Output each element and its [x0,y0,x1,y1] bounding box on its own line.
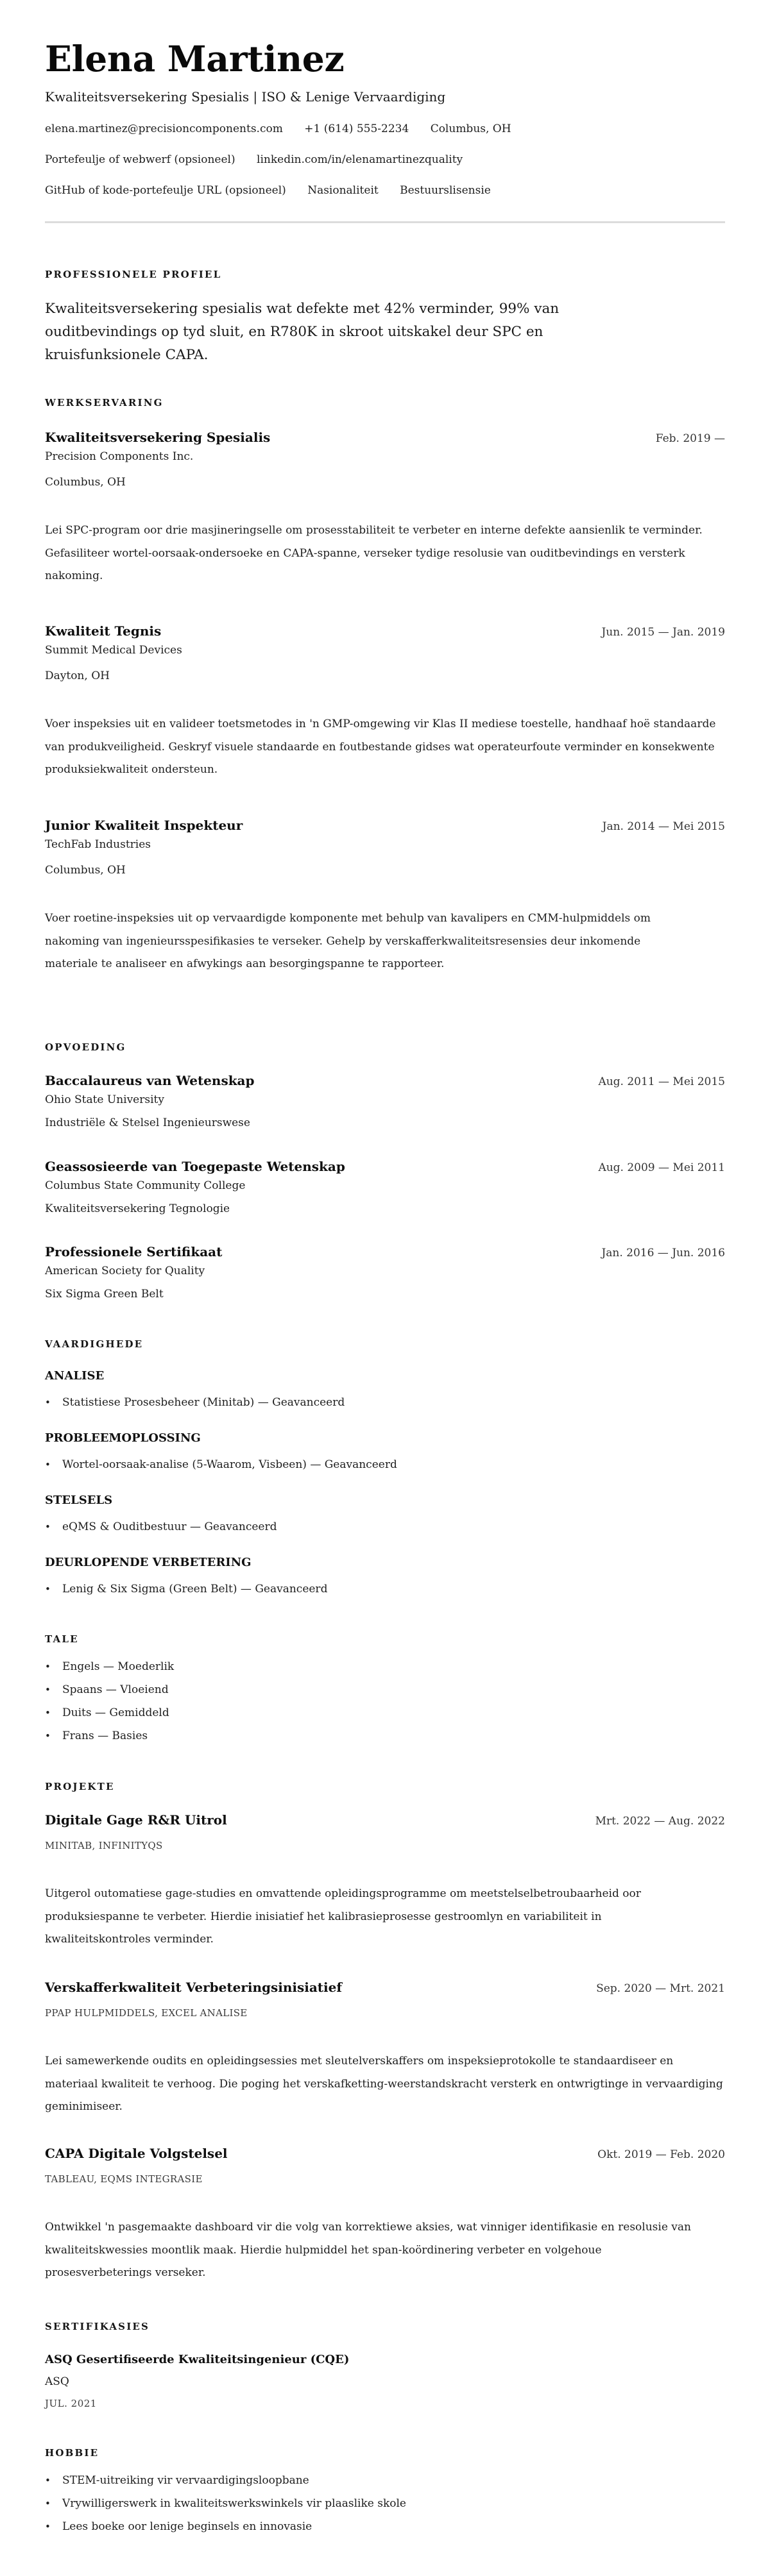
project-item [45,1811,725,1951]
skill-list [45,1519,725,1535]
skill-category: ANALISE [45,1369,105,1383]
project-tech: TABLEAU, EQMS INTEGRASIE [45,2173,203,2185]
language-item: • Duits — Gemiddeld [45,1705,725,1721]
project-date: Sep. 2020 — Mrt. 2021 [596,1982,725,1995]
job-company: TechFab Industries [45,838,151,851]
skill-category: STELSELS [45,1494,113,1507]
section-label-experience: WERKSERVARING [45,397,164,408]
certification-issuer: ASQ [45,2375,69,2388]
contact-row-2 [45,152,725,167]
job-location: Columbus, OH [45,476,126,489]
education-item [45,1158,725,1216]
job-company: Precision Components Inc. [45,450,194,463]
project-title: Verskafferkwaliteit Verbeteringsinisiatief [45,1980,342,1995]
contact-row-1 [45,121,725,137]
hobby-list [45,2473,725,2534]
language-item: • Engels — Moederlik [45,1659,725,1674]
degree-title: Professionele Sertifikaat [45,1244,223,1259]
contact-phone[interactable]: +1 (614) 555-2234 [304,122,409,135]
job-title: Junior Kwaliteit Inspekteur [45,818,243,833]
section-label-projects: PROJEKTE [45,1781,115,1792]
summary-section [45,268,725,367]
section-label-hobbies: HOBBIE [45,2447,99,2459]
education-date: Aug. 2009 — Mei 2011 [598,1161,725,1174]
job-location: Columbus, OH [45,864,126,877]
certification-title: ASQ Gesertifiseerde Kwaliteitsingenieur (CQE) [45,2353,350,2366]
job-date: Jan. 2014 — Mei 2015 [602,820,725,833]
field-of-study: Six Sigma Green Belt [45,1288,164,1301]
contact-email[interactable]: elena.martinez@precisioncomponents.com [45,122,283,135]
project-description: Uitgerol outomatiese gage-studies en omvattende opleidingsprogramme om meetstelselbetroubaarheid oor produksiespanne te verbeter. Hierdie inisiatief het kalibrasieprosesse gestroomlyn en variabiliteit in kwaliteitskontroles verminder. [45,1887,641,1946]
language-item: • Spaans — Vloeiend [45,1682,725,1697]
contact-github[interactable]: GitHub of kode-portefeulje URL (opsioneel) [45,184,286,197]
job-title: Kwaliteit Tegnis [45,623,162,639]
project-date: Mrt. 2022 — Aug. 2022 [595,1815,725,1828]
language-item: • Frans — Basies [45,1728,725,1744]
hobby-item: • Lees boeke oor lenige beginsels en innovasie [45,2519,725,2534]
project-date: Okt. 2019 — Feb. 2020 [597,2148,725,2161]
project-item [45,1978,725,2119]
project-title: CAPA Digitale Volgstelsel [45,2146,228,2161]
degree-title: Baccalaureus van Wetenskap [45,1073,255,1088]
summary-text: Kwaliteitsversekering spesialis wat defekte met 42% verminder, 99% van ouditbevindings op tyd sluit, en R780K in skroot uitskakel deur SPC en kruisfunksionele CAPA. [45,301,560,363]
contact-location: Columbus, OH [430,122,511,135]
skill-list [45,1581,725,1597]
experience-item [45,816,725,976]
candidate-name: Elena Martinez [45,38,345,80]
job-date: Jun. 2015 — Jan. 2019 [601,626,725,639]
degree-title: Geassosieerde van Toegepaste Wetenskap [45,1159,345,1174]
section-label-summary: PROFESSIONELE PROFIEL [45,269,222,280]
experience-item [45,622,725,782]
certification-item [45,2352,725,2410]
job-description: Voer roetine-inspeksies uit op vervaardigde komponente met behulp van kavalipers en CMM-hulpmiddels om nakoming van ingenieursspesifikasies te verseker. Gehelp by verskafferkwaliteitsresensies deur inkomende materiale te analiseer en afwykings aan besorgingspanne te rapporteer. [45,912,651,970]
section-label-skills: VAARDIGHEDE [45,1338,144,1350]
skill-item: • Statistiese Prosesbeheer (Minitab) — Geavanceerd [45,1395,725,1410]
project-item [45,2144,725,2285]
job-description: Lei SPC-program oor drie masjineringselle om prosesstabiliteit te verbeter en interne defekte aansienlik te verminder. Gefasiliteer wortel-oorsaak-ondersoeke en CAPA-spanne, verseker tydige resolusie van ouditbevindings en versterk nakoming. [45,524,703,582]
contact-portfolio[interactable]: Portefeulje of webwerf (opsioneel) [45,153,235,166]
contact-drivers-license: Bestuurslisensie [400,184,491,197]
section-label-certifications: SERTIFIKASIES [45,2321,150,2332]
certification-date: JUL. 2021 [45,2398,97,2409]
hobby-item: • Vrywilligerswerk in kwaliteitswerkswinkels vir plaaslike skole [45,2496,725,2511]
job-company: Summit Medical Devices [45,644,182,657]
education-item [45,1072,725,1131]
job-location: Dayton, OH [45,669,110,682]
job-date: Feb. 2019 — [655,432,725,445]
project-description: Lei samewerkende oudits en opleidingsessies met sleutelverskaffers om inspeksieprotokolle te standaardiseer en materiaal kwaliteit te verhoog. Die poging het verskafketting-weerstandskracht versterk en ontwrigtinge in vervaardiging geminimiseer. [45,2055,723,2113]
education-date: Aug. 2011 — Mei 2015 [598,1075,725,1088]
skill-category: DEURLOPENDE VERBETERING [45,1556,252,1569]
project-tech: MINITAB, INFINITYQS [45,1840,163,1851]
project-tech: PPAP HULPMIDDELS, EXCEL ANALISE [45,2007,248,2019]
job-description: Voer inspeksies uit en valideer toetsmetodes in 'n GMP-omgewing vir Klas II mediese toestelle, handhaaf hoë standaarde van produkveiligheid. Geskryf visuele standaarde en foutbestande gidses wat operateurfoute verminder en konsekwente produksiekwaliteit ondersteun. [45,718,716,776]
job-title: Kwaliteitsversekering Spesialis [45,430,271,445]
header-divider [45,221,725,223]
resume-header [45,0,725,223]
field-of-study: Kwaliteitsversekering Tegnologie [45,1202,230,1215]
education-item [45,1243,725,1302]
section-label-education: OPVOEDING [45,1041,126,1053]
project-title: Digitale Gage R&R Uitrol [45,1812,227,1828]
contact-linkedin[interactable]: linkedin.com/in/elenamartinezquality [257,153,463,166]
hobby-item: • STEM-uitreiking vir vervaardigingsloopbane [45,2473,725,2488]
skill-item: • Wortel-oorsaak-analise (5-Waarom, Visbeen) — Geavanceerd [45,1457,725,1472]
education-date: Jan. 2016 — Jun. 2016 [601,1247,725,1259]
skill-item: • eQMS & Ouditbestuur — Geavanceerd [45,1519,725,1535]
experience-item [45,428,725,588]
language-list [45,1659,725,1744]
skill-list [45,1457,725,1472]
institution: Columbus State Community College [45,1179,246,1192]
skill-category: PROBLEEMOPLOSSING [45,1431,201,1445]
institution: American Society for Quality [45,1265,205,1277]
skill-list [45,1395,725,1410]
contact-row-3 [45,183,725,198]
section-label-languages: TALE [45,1633,79,1645]
skill-item: • Lenig & Six Sigma (Green Belt) — Geavanceerd [45,1581,725,1597]
project-description: Ontwikkel 'n pasgemaakte dashboard vir die volg van korrektiewe aksies, wat vinniger identifikasie en resolusie van kwaliteitskwessies moontlik maak. Hierdie hulpmiddel het span-koördinering verbeter en volgehoue prosesverbeterings verseker. [45,2221,691,2279]
field-of-study: Industriële & Stelsel Ingenieurswese [45,1116,250,1129]
institution: Ohio State University [45,1093,164,1106]
headline: Kwaliteitsversekering Spesialis | ISO & Lenige Vervaardiging [45,89,446,105]
contact-nationality: Nasionaliteit [307,184,379,197]
